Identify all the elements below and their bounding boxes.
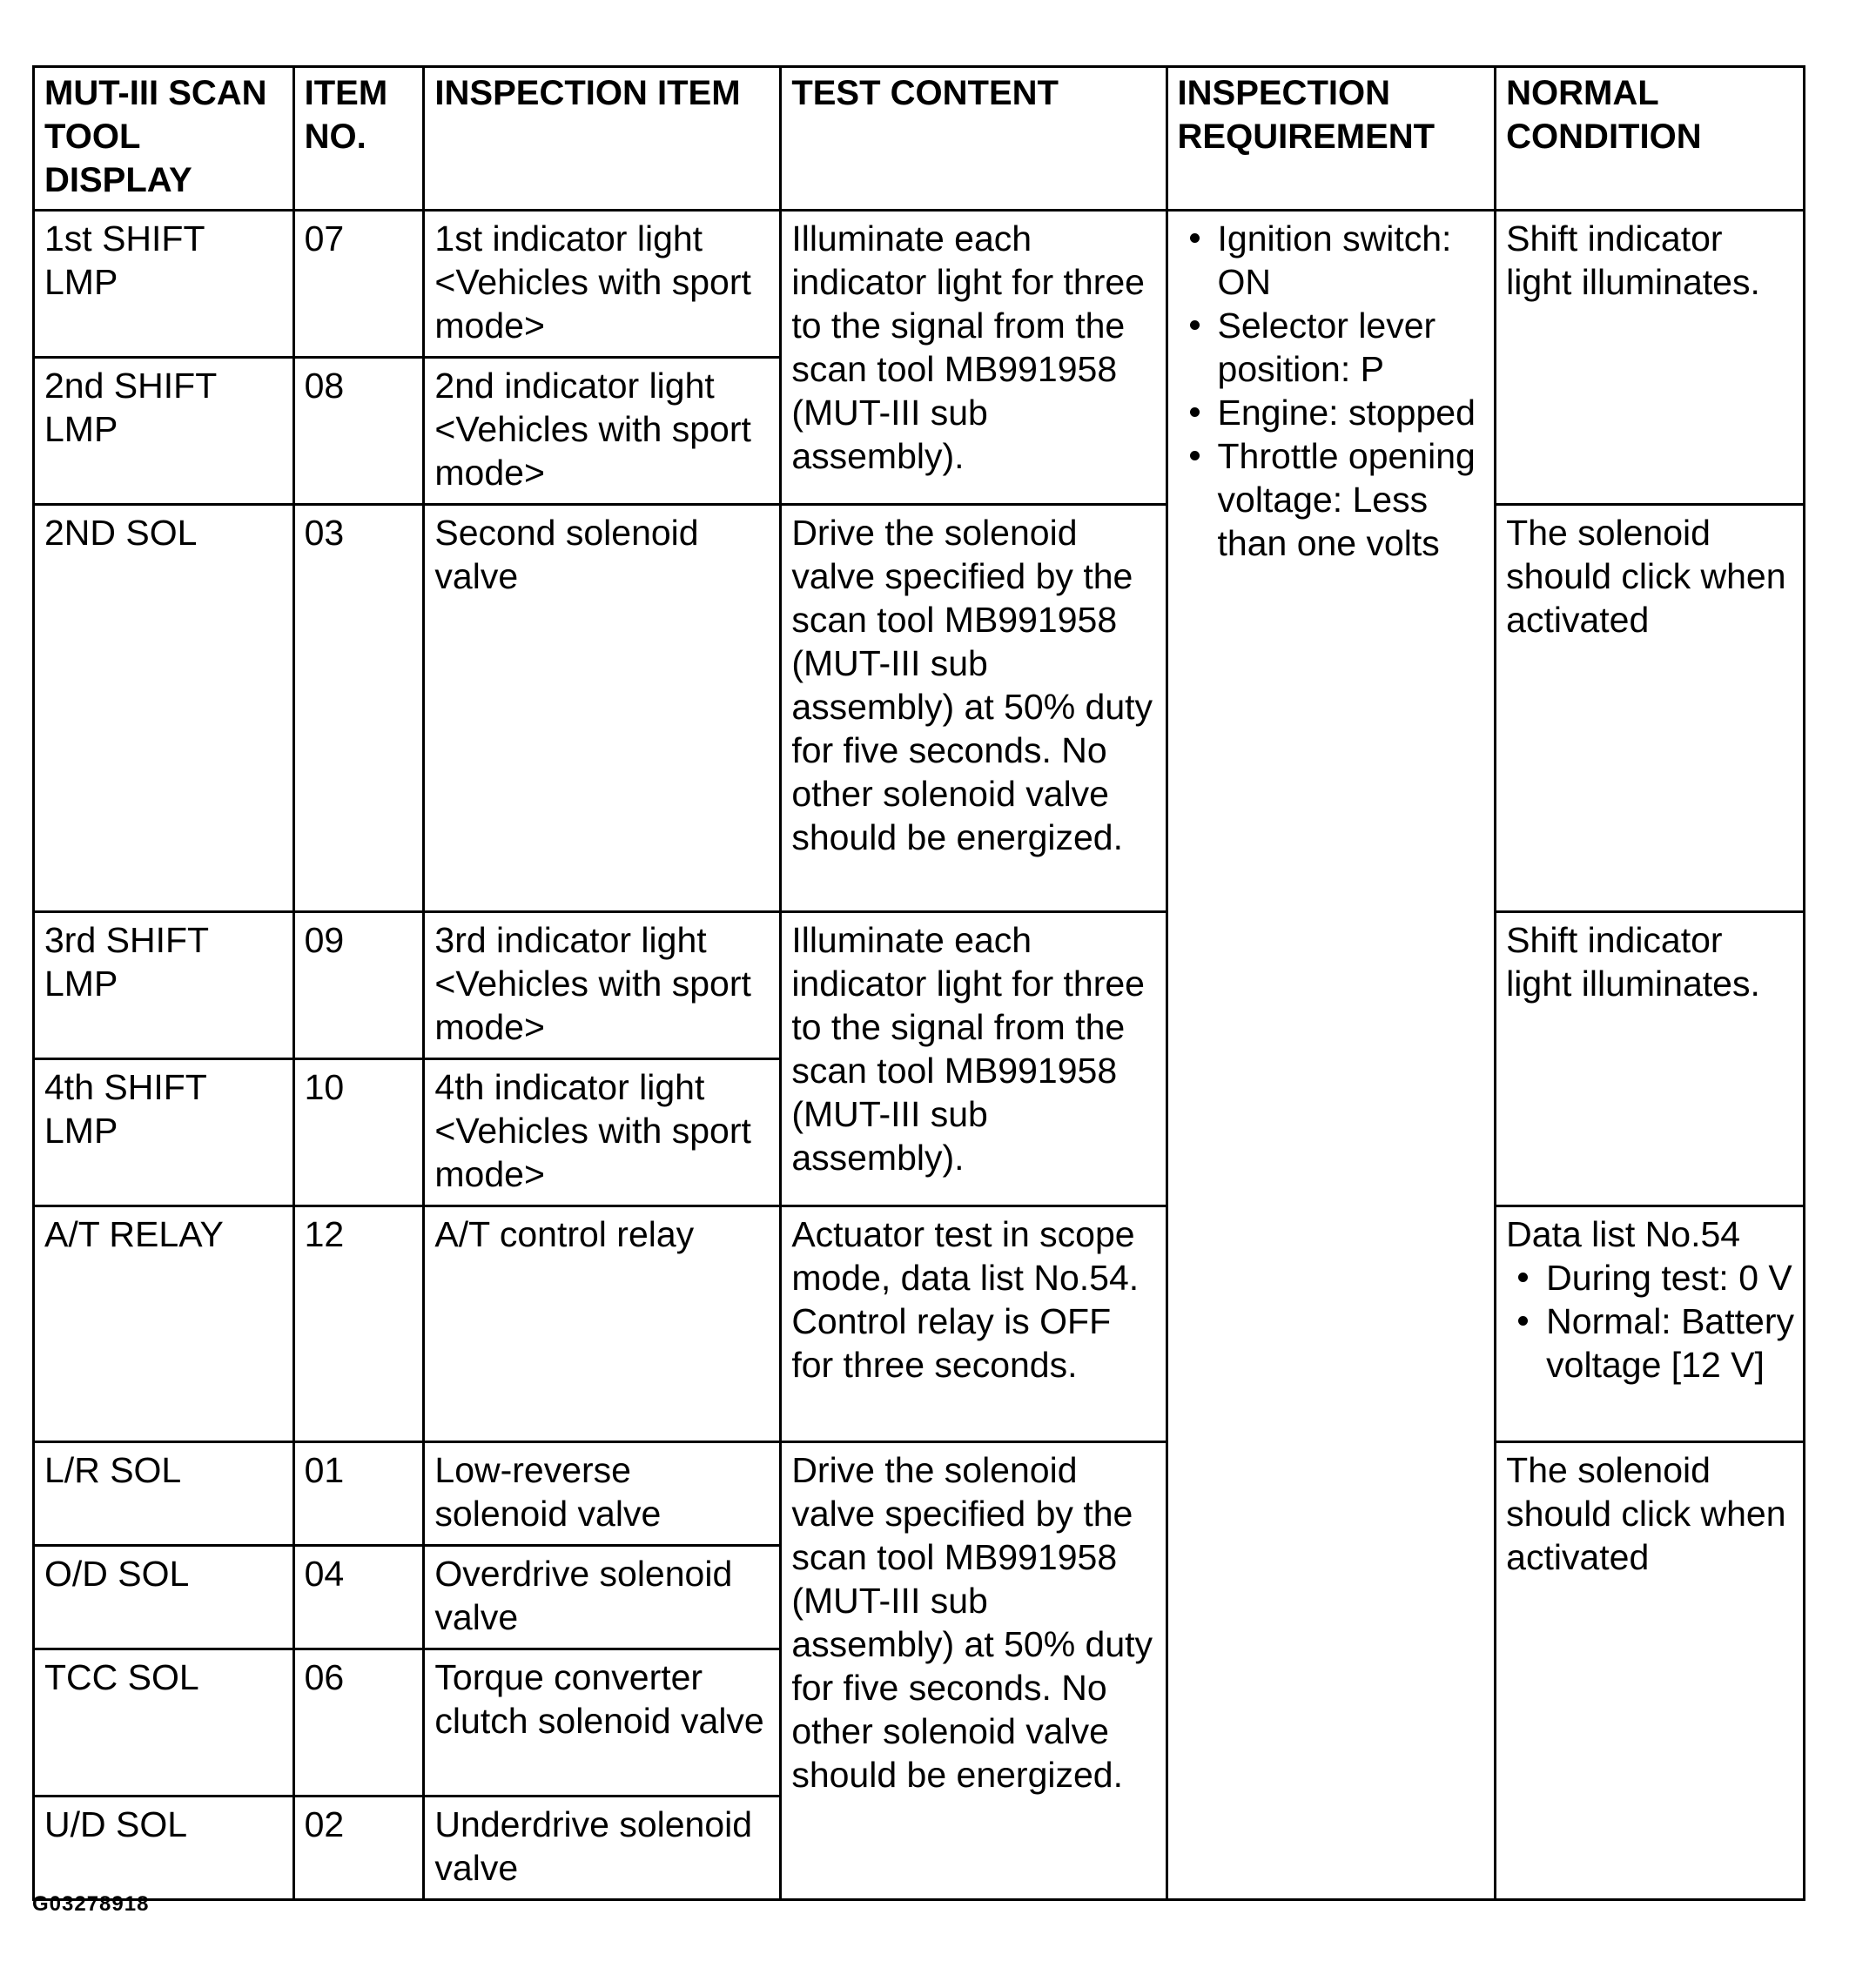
test-content-cell: Actuator test in scope mode, data list No.54. Control relay is OFF for three seconds. [781,1206,1167,1442]
display-cell: 2ND SOL [34,505,294,912]
inspection-item-cell: 3rd indicator light <Vehicles with sport mode> [424,912,781,1059]
header-inspection-item: INSPECTION ITEM [424,67,781,211]
relay-condition-title: Data list No.54 [1506,1214,1741,1254]
display-cell: 1st SHIFT LMP [34,211,294,358]
item-no-cell: 04 [293,1546,424,1649]
relay-condition-list [1506,1256,1794,1387]
test-content-cell: Drive the solenoid valve specified by the scan tool MB991958 (MUT-III sub assembly) at 50% duty for five seconds. No other solenoid valve should be energized. [781,1442,1167,1900]
inspection-requirement-cell [1167,211,1496,1900]
normal-condition-cell: The solenoid should click when activated [1496,505,1805,912]
inspection-item-cell: Overdrive solenoid valve [424,1546,781,1649]
requirement-item: Engine: stopped [1218,391,1486,434]
table-row [34,211,1805,358]
display-cell: U/D SOL [34,1797,294,1900]
item-no-cell: 06 [293,1649,424,1797]
test-content-cell: Illuminate each indicator light for three to the signal from the scan tool MB991958 (MUT-III sub assembly). [781,912,1167,1206]
item-no-cell: 07 [293,211,424,358]
item-no-cell: 09 [293,912,424,1059]
relay-condition-item: During test: 0 V [1546,1256,1794,1300]
normal-condition-cell: The solenoid should click when activated [1496,1442,1805,1900]
display-cell: 3rd SHIFT LMP [34,912,294,1059]
display-cell: 2nd SHIFT LMP [34,358,294,505]
table-row [34,1442,1805,1546]
inspection-item-cell: Low-reverse solenoid valve [424,1442,781,1546]
inspection-item-cell: 2nd indicator light <Vehicles with sport mode> [424,358,781,505]
normal-condition-cell: Shift indicator light illuminates. [1496,912,1805,1206]
display-cell: A/T RELAY [34,1206,294,1442]
display-cell: O/D SOL [34,1546,294,1649]
inspection-table [32,65,1805,1901]
item-no-cell: 03 [293,505,424,912]
inspection-item-cell: Second solenoid valve [424,505,781,912]
normal-condition-cell: Shift indicator light illuminates. [1496,211,1805,505]
figure-id: G03278918 [32,1892,150,1916]
inspection-item-cell: Underdrive solenoid valve [424,1797,781,1900]
test-content-cell: Drive the solenoid valve specified by the scan tool MB991958 (MUT-III sub assembly) at 50% duty for five seconds. No other solenoid valve should be energized. [781,505,1167,912]
display-cell: TCC SOL [34,1649,294,1797]
display-cell: 4th SHIFT LMP [34,1059,294,1206]
item-no-cell: 02 [293,1797,424,1900]
table-row [34,505,1805,912]
test-content-cell: Illuminate each indicator light for three to the signal from the scan tool MB991958 (MUT-III sub assembly). [781,211,1167,505]
header-normal-condition: NORMAL CONDITION [1496,67,1805,211]
item-no-cell: 10 [293,1059,424,1206]
normal-condition-cell [1496,1206,1805,1442]
table-row [34,1206,1805,1442]
header-test-content: TEST CONTENT [781,67,1167,211]
item-no-cell: 08 [293,358,424,505]
requirement-item: Selector lever position: P [1218,304,1486,391]
inspection-item-cell: 1st indicator light <Vehicles with sport mode> [424,211,781,358]
inspection-item-cell: 4th indicator light <Vehicles with sport mode> [424,1059,781,1206]
requirement-list [1178,217,1486,565]
header-inspection-requirement: INSPECTION REQUIREMENT [1167,67,1496,211]
relay-condition-item: Normal: Battery voltage [12 V] [1546,1301,1794,1385]
requirement-item: Throttle opening voltage: Less than one volts [1218,434,1486,565]
item-no-cell: 01 [293,1442,424,1546]
inspection-item-cell: A/T control relay [424,1206,781,1442]
header-row [34,67,1805,211]
table-row [34,912,1805,1059]
header-display: MUT-III SCAN TOOL DISPLAY [34,67,294,211]
item-no-cell: 12 [293,1206,424,1442]
inspection-item-cell: Torque converter clutch solenoid valve [424,1649,781,1797]
display-cell: L/R SOL [34,1442,294,1546]
header-item-no: ITEM NO. [293,67,424,211]
requirement-item: Ignition switch: ON [1218,217,1486,304]
